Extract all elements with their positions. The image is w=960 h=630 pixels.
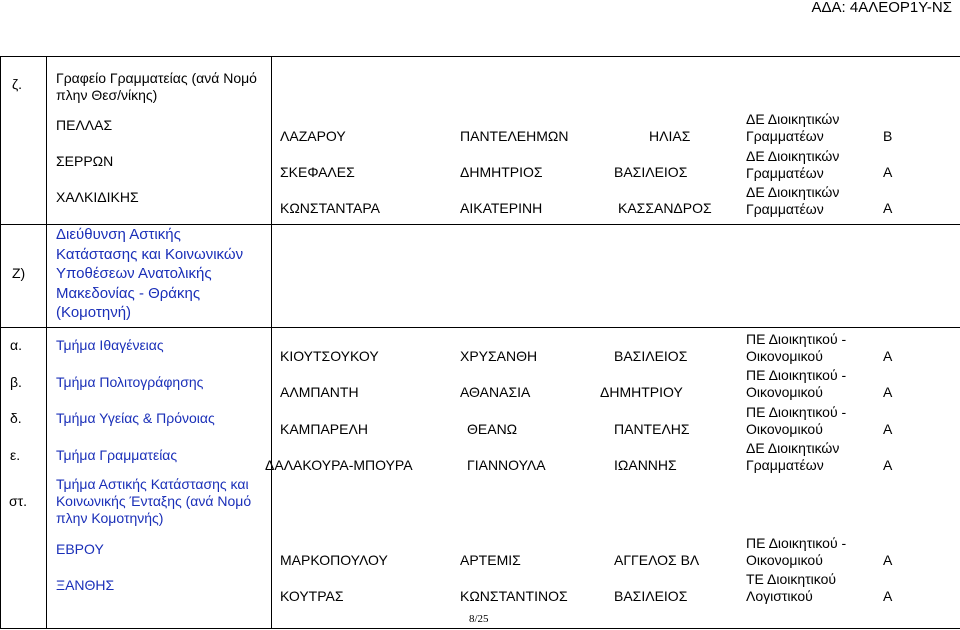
table-rule (0, 628, 960, 629)
table-rule (0, 56, 960, 57)
first-name: ΑΙΚΑΤΕΡΙΝΗ (460, 200, 543, 216)
father-name: ΗΛΙΑΣ (649, 128, 691, 144)
unit-name: Τμήμα Υγείας & Πρόνοιας (56, 410, 215, 426)
row-letter: α. (10, 337, 22, 353)
section-letter: ζ. (12, 76, 23, 92)
surname: ΚΩΝΣΤΑΝΤΑΡΑ (280, 200, 381, 216)
first-name: ΘΕΑΝΩ (467, 421, 518, 437)
grade: Α (883, 348, 893, 364)
father-name: ΠΑΝΤΕΛΗΣ (614, 421, 690, 437)
unit-name: Τμήμα Ιθαγένειας (56, 337, 164, 353)
surname: ΛΑΖΑΡΟΥ (280, 128, 346, 144)
unit-name: ΞΑΝΘΗΣ (56, 577, 115, 593)
first-name: ΔΗΜΗΤΡΙΟΣ (460, 164, 543, 180)
surname: ΣΚΕΦΑΛΕΣ (280, 164, 355, 180)
surname: ΑΛΜΠΑΝΤΗ (280, 384, 359, 400)
first-name: ΚΩΝΣΤΑΝΤΙΝΟΣ (460, 588, 568, 604)
grade: Α (883, 457, 893, 473)
first-name: ΑΘΑΝΑΣΙΑ (460, 384, 531, 400)
row-letter: στ. (9, 493, 28, 509)
page-number: 8/25 (469, 613, 489, 625)
unit-name: ΣΕΡΡΩΝ (56, 153, 114, 169)
table-rule (46, 56, 47, 628)
staff-category: ΠΕ Διοικητικού - Οικονομικού (746, 331, 847, 364)
unit-name: ΠΕΛΛΑΣ (56, 117, 113, 133)
unit-name: ΕΒΡΟΥ (56, 541, 104, 557)
staff-category: ΤΕ Διοικητικού Λογιστικού (746, 571, 837, 604)
grade: Α (883, 164, 893, 180)
staff-category: ΔΕ Διοικητικών Γραμματέων (746, 111, 840, 144)
first-name: ΑΡΤΕΜΙΣ (460, 552, 521, 568)
grade: Α (883, 552, 893, 568)
row-letter: β. (10, 374, 22, 390)
unit-name: Τμήμα Γραμματείας (56, 447, 178, 463)
first-name: ΓΙΑΝΝΟΥΛΑ (467, 457, 546, 473)
first-name: ΧΡΥΣΑΝΘΗ (460, 348, 538, 364)
staff-category: ΔΕ Διοικητικών Γραμματέων (746, 184, 840, 217)
section-title: Τμήμα Αστικής Κατάστασης και Κοινωνικής Ένταξης (ανά Νομό πλην Κομοτηνής) (56, 476, 252, 526)
surname: ΚΟΥΤΡΑΣ (280, 588, 344, 604)
table-rule (271, 56, 272, 628)
table-rule (0, 327, 960, 328)
unit-name: ΧΑΛΚΙΔΙΚΗΣ (56, 189, 139, 205)
unit-name: Τμήμα Πολιτογράφησης (56, 374, 204, 390)
father-name: ΑΓΓΕΛΟΣ ΒΛ (614, 552, 700, 568)
grade: Β (883, 128, 893, 144)
section-title: Διεύθυνση Αστικής Κατάστασης και Κοινωνικών Υποθέσεων Ανατολικής Μακεδονίας - Θράκης (Κομοτηνή) (56, 226, 244, 321)
surname: ΜΑΡΚΟΠΟΥΛΟΥ (280, 552, 388, 568)
father-name: ΒΑΣΙΛΕΙΟΣ (614, 588, 688, 604)
first-name: ΠΑΝΤΕΛΕΗΜΩΝ (460, 128, 569, 144)
father-name: ΒΑΣΙΛΕΙΟΣ (614, 164, 688, 180)
staff-category: ΠΕ Διοικητικού - Οικονομικού (746, 367, 847, 400)
grade: Α (883, 200, 893, 216)
grade: Α (883, 421, 893, 437)
father-name: ΒΑΣΙΛΕΙΟΣ (614, 348, 688, 364)
surname: ΔΑΛΑΚΟΥΡΑ-ΜΠΟΥΡΑ (265, 457, 413, 473)
staff-category: ΠΕ Διοικητικού - Οικονομικού (746, 404, 847, 437)
row-letter: δ. (10, 410, 22, 426)
father-name: ΙΩΑΝΝΗΣ (614, 457, 677, 473)
staff-category: ΠΕ Διοικητικού - Οικονομικού (746, 535, 847, 568)
father-name: ΔΗΜΗΤΡΙΟΥ (600, 384, 683, 400)
ada-code: ΑΔΑ: 4ΑΛΕΟΡ1Υ-ΝΣ (811, 0, 952, 16)
grade: Α (883, 588, 893, 604)
table-rule (0, 56, 1, 628)
father-name: ΚΑΣΣΑΝΔΡΟΣ (618, 200, 712, 216)
section-letter: Ζ) (12, 265, 26, 281)
row-letter: ε. (10, 447, 21, 463)
staff-category: ΔΕ Διοικητικών Γραμματέων (746, 440, 840, 473)
grade: Α (883, 384, 893, 400)
staff-category: ΔΕ Διοικητικών Γραμματέων (746, 148, 840, 181)
section-title: Γραφείο Γραμματείας (ανά Νομό πλην Θεσ/νίκης) (56, 70, 257, 103)
surname: ΚΑΜΠΑΡΕΛΗ (280, 421, 368, 437)
surname: ΚΙΟΥΤΣΟΥΚΟΥ (280, 348, 379, 364)
